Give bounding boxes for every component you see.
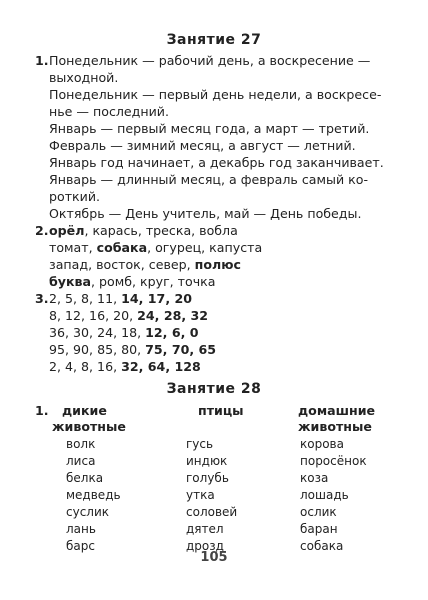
given-numbers: 36, 30, 24, 18, bbox=[49, 325, 146, 340]
lesson-27-title: Занятие 27 bbox=[166, 32, 262, 48]
ex1-line: Понедельник — первый день недели, а воскресе- bbox=[49, 87, 382, 102]
answer-numbers: 24, 28, 32 bbox=[137, 308, 209, 323]
domestic-animal: лошадь bbox=[300, 488, 349, 502]
lesson-28-title: Занятие 28 bbox=[166, 381, 262, 397]
domestic-animal: коза bbox=[300, 471, 329, 485]
word-list: , огурец, капуста bbox=[147, 240, 263, 255]
bird: гусь bbox=[186, 437, 214, 451]
given-numbers: 95, 90, 85, 80, bbox=[49, 342, 146, 357]
ex2-row bbox=[49, 274, 216, 290]
column-header-wild: животные bbox=[52, 419, 126, 434]
ex1-line: выходной. bbox=[49, 70, 119, 85]
odd-word: собака bbox=[96, 240, 148, 255]
ex2-row bbox=[49, 223, 238, 239]
lesson28-exercise-1-number: 1. bbox=[35, 403, 49, 418]
given-numbers: 8, 12, 16, 20, bbox=[49, 308, 138, 323]
word-list: запад, восток, север, bbox=[49, 257, 195, 272]
domestic-animal: поросёнок bbox=[300, 454, 367, 468]
wild-animal: лиса bbox=[66, 454, 96, 468]
ex1-line: Февраль — зимний месяц, а август — летний. bbox=[49, 138, 356, 153]
bird: индюк bbox=[186, 454, 228, 468]
column-header-wild: дикие bbox=[62, 403, 107, 418]
given-numbers: 2, 5, 8, 11, bbox=[49, 291, 122, 306]
word-list: томат, bbox=[49, 240, 97, 255]
bird: соловей bbox=[186, 505, 238, 519]
ex2-row bbox=[49, 257, 241, 273]
ex1-line: Январь — первый месяц года, а март — третий. bbox=[49, 121, 370, 136]
bird: голубь bbox=[186, 471, 229, 485]
page-number: 105 bbox=[200, 550, 228, 565]
answer-numbers: 14, 17, 20 bbox=[121, 291, 193, 306]
given-numbers: 2, 4, 8, 16, bbox=[49, 359, 122, 374]
ex3-row bbox=[49, 359, 201, 375]
bird: дятел bbox=[186, 522, 224, 536]
domestic-animal: баран bbox=[300, 522, 338, 536]
column-header-domestic: домашние bbox=[298, 403, 376, 418]
ex1-line: Январь — длинный месяц, а февраль самый ко- bbox=[49, 172, 368, 187]
odd-word: орёл bbox=[49, 223, 85, 238]
ex1-line: Январь год начинает, а декабрь год заканчивает. bbox=[49, 155, 384, 170]
ex3-row bbox=[49, 291, 192, 307]
ex3-row bbox=[49, 325, 199, 341]
column-header-birds: птицы bbox=[198, 403, 244, 418]
wild-animal: белка bbox=[66, 471, 104, 485]
bird: дрозд bbox=[186, 539, 224, 553]
exercise-3-number: 3. bbox=[35, 291, 49, 306]
ex1-line: Понедельник — рабочий день, а воскресение — bbox=[49, 53, 371, 68]
wild-animal: суслик bbox=[66, 505, 110, 519]
ex1-line: роткий. bbox=[49, 189, 101, 204]
ex1-line: Октябрь — День учитель, май — День победы. bbox=[49, 206, 362, 221]
wild-animal: волк bbox=[66, 437, 96, 451]
ex2-row bbox=[49, 240, 262, 256]
odd-word: буква bbox=[49, 274, 92, 289]
odd-word: полюс bbox=[194, 257, 241, 272]
wild-animal: лань bbox=[66, 522, 96, 536]
exercise-1-number: 1. bbox=[35, 53, 49, 68]
wild-animal: медведь bbox=[66, 488, 121, 502]
answer-numbers: 75, 70, 65 bbox=[145, 342, 217, 357]
domestic-animal: ослик bbox=[300, 505, 337, 519]
domestic-animal: собака bbox=[300, 539, 344, 553]
word-list: , ромб, круг, точка bbox=[91, 274, 216, 289]
ex3-row bbox=[49, 342, 216, 358]
word-list: , карась, треска, вобла bbox=[84, 223, 238, 238]
answer-numbers: 32, 64, 128 bbox=[121, 359, 201, 374]
ex3-row bbox=[49, 308, 208, 324]
domestic-animal: корова bbox=[300, 437, 344, 451]
ex1-line: нье — последний. bbox=[49, 104, 169, 119]
answer-numbers: 12, 6, 0 bbox=[145, 325, 199, 340]
column-header-domestic: животные bbox=[298, 419, 372, 434]
exercise-2-number: 2. bbox=[35, 223, 49, 238]
bird: утка bbox=[186, 488, 215, 502]
wild-animal: барс bbox=[66, 539, 95, 553]
